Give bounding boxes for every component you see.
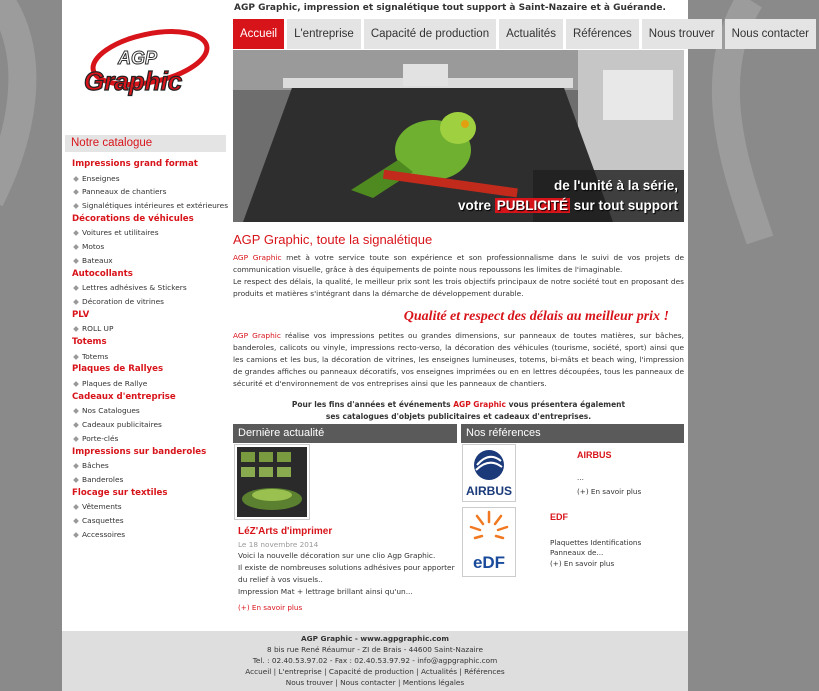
reference-desc-airbus: ... <box>577 473 584 482</box>
sidebar-item[interactable]: Accessoires <box>65 528 226 542</box>
footer-link[interactable]: L'entreprise <box>278 667 322 676</box>
edf-logo[interactable] <box>462 507 516 577</box>
sidebar-item[interactable]: Bâches <box>65 459 226 473</box>
site-tagline: AGP Graphic, impression et signalétique tout support à Saint-Nazaire et à Guérande. <box>234 3 666 13</box>
footer-link[interactable]: Nous trouver <box>285 678 334 687</box>
news-heading: Dernière actualité <box>233 424 457 443</box>
main-nav <box>233 19 819 49</box>
sidebar-item[interactable]: Décoration de vitrines <box>65 295 226 309</box>
svg-text:Graphic: Graphic <box>84 66 183 96</box>
nav-entreprise[interactable]: L'entreprise <box>287 19 361 49</box>
bullet-icon <box>73 422 79 428</box>
hero-photo <box>233 50 684 222</box>
reference-desc-edf: Plaquettes Identifications Panneaux de... <box>550 538 642 557</box>
brand-link[interactable]: AGP Graphic <box>233 253 282 262</box>
sidebar-item[interactable]: Banderoles <box>65 473 226 487</box>
nav-accueil[interactable]: Accueil <box>233 19 284 49</box>
footer-contact: Tel. : 02.40.53.97.02 - Fax : 02.40.53.97.92 - info@agpgraphic.com <box>252 656 498 665</box>
hero-caption-line1: de l'unité à la série, <box>553 178 678 193</box>
footer-site-name: AGP Graphic - www.agpgraphic.com <box>301 634 449 643</box>
bullet-icon <box>73 381 79 387</box>
svg-text:AIRBUS: AIRBUS <box>465 484 513 498</box>
bullet-icon <box>73 477 79 483</box>
intro-paragraph: AGP Graphic met à votre service toute son expérience et son professionnalisme dans le suivi de vos projets de communication visuelle, grâce à des équipements de pointe nous repoussons les limites de l'imaginable. Le respect des délais, la qualité, le meilleur prix sont les trois objectifs principaux de notre société tout en proposant des produits et matières s'intégrant dans la démarche de développement durable. <box>233 253 685 298</box>
bullet-icon <box>73 203 79 209</box>
bullet-icon <box>73 176 79 182</box>
news-thumbnail[interactable] <box>234 444 310 520</box>
footer-link[interactable]: Nous contacter <box>340 678 396 687</box>
main-content <box>233 232 684 423</box>
footer-link[interactable]: Références <box>464 667 505 676</box>
page-title: AGP Graphic, toute la signalétique <box>233 232 433 247</box>
sidebar-item[interactable]: ROLL UP <box>65 322 226 336</box>
brand-link[interactable]: AGP Graphic <box>233 331 281 340</box>
services-paragraph: AGP Graphic réalise vos impressions petites ou grandes dimensions, sur panneaux de toutes matières, sur bâches, banderoles, calicots ou vinyle, impressions recto-verso, la décoration des véhicules (tourisme, société, sport) ainsi que les camions et les bus, la décoration de vitrines, les enseignes lumineuses, totems, bi-mâts et beach wing, l'impression de grandes affiches ou panneaux décoratifs, vos enseignes imprimées ou en en lettres découpées, tous les panneaux de sécurité et d'environnement de vos entreprises ainsi que les panneaux de chantiers. <box>233 331 685 388</box>
footer-link[interactable]: Mentions légales <box>402 678 465 687</box>
sidebar-item[interactable]: Nos Catalogues <box>65 404 226 418</box>
airbus-read-more-link[interactable]: (+) En savoir plus <box>577 487 642 496</box>
sidebar-category[interactable]: Totems <box>72 337 107 348</box>
sidebar-item[interactable]: Plaques de Rallye <box>65 377 226 391</box>
sidebar-category[interactable]: PLV <box>72 309 90 320</box>
bullet-icon <box>73 354 79 360</box>
bullet-icon <box>73 436 79 442</box>
footer-link[interactable]: Actualités <box>421 667 458 676</box>
sidebar-category[interactable]: Flocage sur textiles <box>72 487 168 498</box>
bullet-icon <box>73 285 79 291</box>
sidebar-item[interactable]: Signalétiques intérieures et extérieures <box>65 199 226 213</box>
hero-banner <box>233 50 684 222</box>
sidebar-category[interactable]: Décorations de véhicules <box>72 213 194 224</box>
bullet-icon <box>73 189 79 195</box>
airbus-logo[interactable] <box>462 444 516 502</box>
edf-read-more-link[interactable]: (+) En savoir plus <box>550 559 615 568</box>
page-container <box>62 0 809 691</box>
footer-links-row2: Nous trouver | Nous contacter | Mentions légales <box>285 678 465 687</box>
footer-link[interactable]: Accueil <box>245 667 272 676</box>
gift-catalogue-note: Pour les fins d'années et événements AGP Graphic vous présentera également ses catalogues d'objets publicitaires et cadeaux d'entreprises. <box>291 400 626 421</box>
nav-nous-contacter[interactable]: Nous contacter <box>725 19 816 49</box>
bullet-icon <box>73 504 79 510</box>
catalogue-sidebar <box>65 135 229 542</box>
bullet-icon <box>73 258 79 264</box>
site-footer <box>62 631 688 691</box>
news-excerpt: Voici la nouvelle décoration sur une clio Agp Graphic. Il existe de nombreuses solutions adhésives pour apporter du relief à vos visuels.. Impression Mat + lettrage brillant ainsi qu'un... (+) En savoir plus <box>238 550 460 614</box>
sidebar-item[interactable]: Motos <box>65 240 226 254</box>
sidebar-category[interactable]: Impressions sur banderoles <box>72 446 207 457</box>
bullet-icon <box>73 231 79 237</box>
news-image <box>237 447 307 517</box>
bullet-icon <box>73 299 79 305</box>
sidebar-item[interactable]: Panneaux de chantiers <box>65 185 226 199</box>
agp-graphic-logo[interactable] <box>78 28 218 108</box>
references-heading: Nos références <box>461 424 684 443</box>
sidebar-category[interactable]: Plaques de Rallyes <box>72 364 164 375</box>
bullet-icon <box>73 327 79 333</box>
hero-caption-line2: votre PUBLICITÉ sur tout support <box>457 198 678 213</box>
news-title[interactable]: LéZ'Arts d'imprimer <box>238 526 333 537</box>
footer-link[interactable]: Capacité de production <box>328 667 414 676</box>
nav-actualites[interactable]: Actualités <box>499 19 563 49</box>
nav-references[interactable]: Références <box>566 19 639 49</box>
sidebar-category[interactable]: Cadeaux d'entreprise <box>72 391 176 402</box>
bullet-icon <box>73 244 79 250</box>
sidebar-item[interactable]: Porte-clés <box>65 432 226 446</box>
sidebar-heading: Notre catalogue <box>65 135 226 152</box>
slogan: Qualité et respect des délais au meilleur prix ! <box>403 309 669 324</box>
bullet-icon <box>73 532 79 538</box>
nav-capacite-production[interactable]: Capacité de production <box>364 19 496 49</box>
sidebar-item[interactable]: Vêtements <box>65 500 226 514</box>
sidebar-category[interactable]: Autocollants <box>72 268 133 279</box>
news-date: Le 18 novembre 2014 <box>238 540 319 549</box>
sidebar-item[interactable]: Voitures et utilitaires <box>65 226 226 240</box>
bullet-icon <box>73 518 79 524</box>
hero-highlight: PUBLICITÉ <box>496 198 568 213</box>
news-read-more-link[interactable]: (+) En savoir plus <box>238 603 303 612</box>
sidebar-item[interactable]: Bateaux <box>65 254 226 268</box>
bullet-icon <box>73 463 79 469</box>
footer-links-row1: Accueil | L'entreprise | Capacité de production | Actualités | Références <box>245 667 505 676</box>
nav-nous-trouver[interactable]: Nous trouver <box>642 19 722 49</box>
footer-address: 8 bis rue René Réaumur - ZI de Brais - 44600 Saint-Nazaire <box>266 645 484 654</box>
sidebar-item[interactable]: Cadeaux publicitaires <box>65 418 226 432</box>
sidebar-item[interactable]: Totems <box>65 350 226 364</box>
bullet-icon <box>73 408 79 414</box>
sidebar-item[interactable]: Enseignes <box>65 172 226 186</box>
svg-text:AGP: AGP <box>118 48 158 68</box>
reference-name-edf[interactable]: EDF <box>550 512 568 522</box>
sidebar-item[interactable]: Lettres adhésives & Stickers <box>65 281 226 295</box>
sidebar-item[interactable]: Casquettes <box>65 514 226 528</box>
reference-name-airbus[interactable]: AIRBUS <box>577 450 612 460</box>
svg-text:eDF: eDF <box>472 553 506 572</box>
sidebar-category[interactable]: Impressions grand format <box>72 159 198 169</box>
